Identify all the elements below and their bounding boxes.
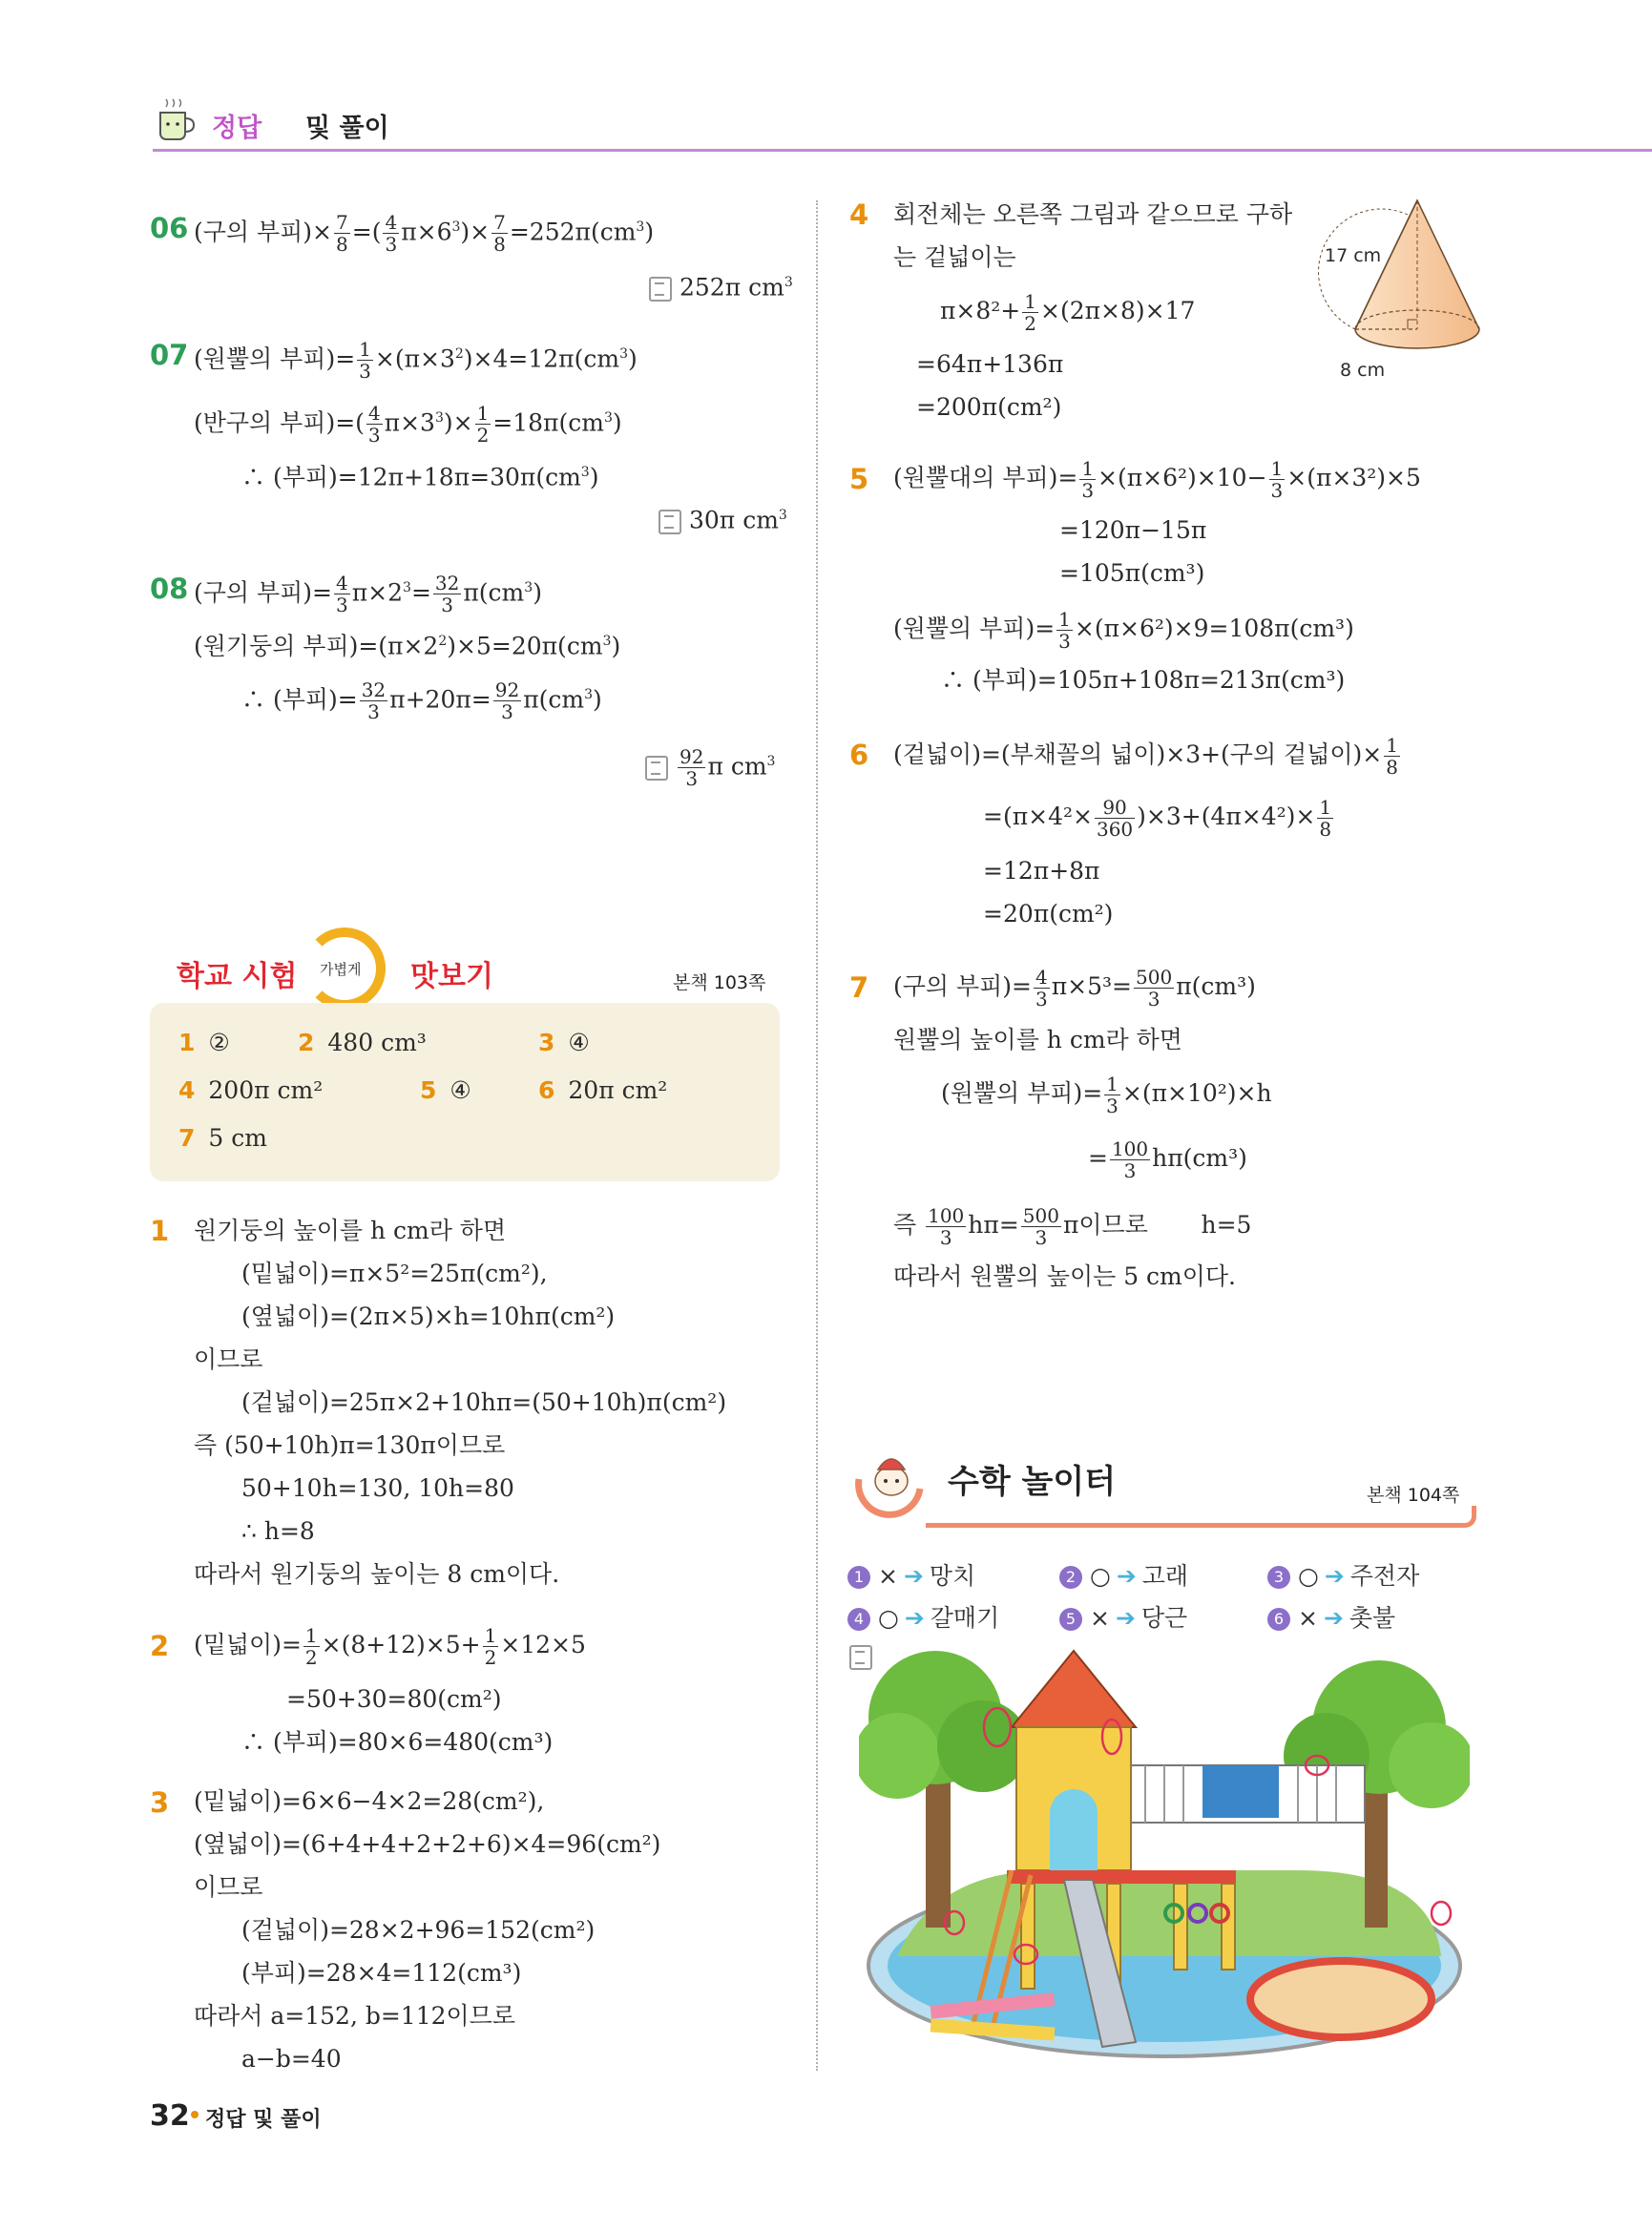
page-number: 32 bbox=[150, 2099, 190, 2133]
s4-text2: 는 겉넓이는 bbox=[893, 243, 1016, 271]
s1-line: (옆넓이)=(2π×5)×h=10hπ(cm²) bbox=[241, 1303, 616, 1330]
s2-line1: (밑넓이)= $\frac{1}{2}$ ×(8+12)×5+ $\frac{1}{2}$ ×12×5 bbox=[194, 1624, 586, 1669]
problem-number-06: 06 bbox=[150, 212, 189, 244]
st-answer-2: 2 480 cm³ bbox=[298, 1029, 427, 1056]
cone-slant-label: 17 cm bbox=[1325, 245, 1382, 266]
s6-line4: =20π(cm²) bbox=[983, 900, 1114, 928]
p07-line1: (원뿔의 부피)= $\frac{1}{3}$ $\times(\pi\times 3^2)\times 4=12\pi(cm^3)$ bbox=[194, 338, 638, 384]
solution-number-3: 3 bbox=[150, 1786, 170, 1819]
cone-radius-label: 8 cm bbox=[1340, 360, 1386, 381]
s4-line2: =64π+136π bbox=[916, 350, 1064, 378]
st-answer-5: 5 ④ bbox=[420, 1076, 471, 1104]
p08-answer: $\frac{92}{3}$ π $cm^3$ bbox=[645, 742, 775, 789]
math-play-underline bbox=[926, 1506, 1476, 1528]
s1-line: 이므로 bbox=[194, 1345, 263, 1373]
arrow-icon: ➔ bbox=[903, 1562, 924, 1590]
s1-line: (겉넓이)=25π×2+10hπ=(50+10h)π(cm²) bbox=[241, 1388, 727, 1416]
arrow-icon: ➔ bbox=[1116, 1562, 1137, 1590]
chef-character-icon bbox=[849, 1441, 931, 1522]
s1-line: 원기둥의 높이를 h cm라 하면 bbox=[194, 1217, 507, 1244]
st-answer-3: 3 ④ bbox=[538, 1029, 590, 1056]
answer-icon bbox=[645, 756, 668, 781]
problem-number-08: 08 bbox=[150, 573, 189, 605]
answer-icon bbox=[649, 277, 672, 302]
s5-line3: =105π(cm³) bbox=[1059, 559, 1205, 587]
solution-number-7: 7 bbox=[849, 971, 869, 1004]
arrow-icon: ➔ bbox=[1323, 1604, 1344, 1632]
footer-title: 정답 및 풀이 bbox=[205, 2108, 322, 2132]
p07-line3: ∴ (부피)$=12\pi+18\pi=30\pi(cm^3)$ bbox=[241, 463, 599, 491]
s1-line: 50+10h=130, 10h=80 bbox=[241, 1474, 514, 1502]
s1-line: 즉 (50+10h)π=130π이므로 bbox=[194, 1431, 506, 1459]
header-title-answer: 정답 bbox=[212, 114, 262, 143]
solution-number-6: 6 bbox=[849, 739, 869, 771]
s3-line: (밑넓이)=6×6−4×2=28(cm²), bbox=[194, 1787, 545, 1815]
st-answer-4: 4 200π cm² bbox=[178, 1076, 324, 1104]
footer-dot bbox=[191, 2111, 199, 2118]
school-test-title: 학교 시험 bbox=[177, 960, 298, 993]
s7-line2: 원뿔의 높이를 h cm라 하면 bbox=[893, 1026, 1182, 1053]
school-test-ref: 본책 103쪽 bbox=[673, 972, 766, 993]
s4-text1: 회전체는 오른쪽 그림과 같으므로 구하 bbox=[893, 200, 1293, 228]
p07-answer: 30π $cm^3$ bbox=[659, 496, 787, 539]
mp-answer-3: 3 ○ ➔ 주전자 bbox=[1267, 1557, 1419, 1592]
solution-number-4: 4 bbox=[849, 198, 869, 231]
school-test-subtitle: 맛보기 bbox=[410, 960, 493, 993]
s7-line4: = $\frac{100}{3}$ hπ(cm³) bbox=[1088, 1137, 1247, 1182]
s3-line: (부피)=28×4=112(cm³) bbox=[241, 1959, 522, 1987]
s3-line: 따라서 a=152, b=112이므로 bbox=[194, 2002, 515, 2030]
answer-icon bbox=[659, 510, 681, 534]
s2-line2: =50+30=80(cm²) bbox=[286, 1685, 502, 1713]
arrow-icon: ➔ bbox=[1115, 1604, 1136, 1632]
playground-illustration bbox=[859, 1641, 1470, 2071]
st-answer-6: 6 20π cm² bbox=[538, 1076, 668, 1104]
s1-line: 따라서 원기둥의 높이는 8 cm이다. bbox=[194, 1560, 560, 1588]
header-title-solution: 및 풀이 bbox=[305, 114, 389, 143]
arrow-icon: ➔ bbox=[1324, 1562, 1345, 1590]
p07-line2: (반구의 부피)=( $\frac{4}{3}$ $\pi\times 3^3)\times$ $\frac{1}{2}$ $=18\pi(cm^3)$ bbox=[194, 402, 622, 448]
math-play-title: 수학 놀이터 bbox=[948, 1463, 1117, 1501]
s5-line1: (원뿔대의 부피)= $\frac{1}{3}$ ×(π×6²)×10− $\frac{1}{3}$ ×(π×3²)×5 bbox=[893, 457, 1421, 502]
p08-line2: (원기둥의 부피)$=(\pi\times 2^2)\times 5=20\pi(cm^3)$ bbox=[194, 632, 621, 660]
s6-line2: =(π×4²× $\frac{90}{360}$ )×3+(4π×4²)× $\frac{1}{8}$ bbox=[983, 796, 1332, 841]
mp-answer-4: 4 ○ ➔ 갈매기 bbox=[847, 1599, 999, 1634]
s7-line3: (원뿔의 부피)= $\frac{1}{3}$ ×(π×10²)×h bbox=[941, 1073, 1272, 1117]
s3-line: (옆넓이)=(6+4+4+2+2+6)×4=96(cm²) bbox=[194, 1830, 661, 1858]
st-answer-7: 7 5 cm bbox=[178, 1124, 267, 1152]
s3-line: (겉넓이)=28×2+96=152(cm²) bbox=[241, 1916, 596, 1944]
s1-line: ∴ h=8 bbox=[241, 1517, 315, 1545]
s5-line4: (원뿔의 부피)= $\frac{1}{3}$ ×(π×6²)×9=108π(cm³) bbox=[893, 608, 1354, 653]
s5-line5: ∴ (부피)=105π+108π=213π(cm³) bbox=[941, 666, 1346, 694]
s7-line5: 즉 $\frac{100}{3}$ hπ= $\frac{500}{3}$ π이므로 h=5 bbox=[893, 1204, 1252, 1249]
mp-answer-5: 5 × ➔ 당근 bbox=[1059, 1599, 1187, 1634]
s6-line3: =12π+8π bbox=[983, 857, 1100, 885]
s2-line3: ∴ (부피)=80×6=480(cm³) bbox=[241, 1728, 554, 1756]
problem-number-07: 07 bbox=[150, 339, 189, 371]
solution-number-1: 1 bbox=[150, 1215, 170, 1247]
arrow-icon: ➔ bbox=[904, 1604, 925, 1632]
s4-line1: π×8²+ $\frac{1}{2}$ ×(2π×8)×17 bbox=[940, 290, 1196, 335]
page-header bbox=[153, 95, 1652, 153]
column-divider bbox=[816, 200, 818, 2071]
header-rule bbox=[153, 149, 1652, 152]
p08-line1: (구의 부피)= $\frac{4}{3}$ $\pi\times 2^3=$ $\frac{32}{3}$ $\pi(cm^3)$ bbox=[194, 572, 542, 617]
solution-number-5: 5 bbox=[849, 463, 869, 495]
s7-line6: 따라서 원뿔의 높이는 5 cm이다. bbox=[893, 1262, 1236, 1290]
s7-line1: (구의 부피)= $\frac{4}{3}$ π×5³= $\frac{500}{3}$ π(cm³) bbox=[893, 966, 1256, 1011]
p08-line3: ∴ (부피)= $\frac{32}{3}$ π+20π= $\frac{92}{3}$ $\pi(cm^3)$ bbox=[241, 678, 602, 724]
s1-line: (밑넓이)=π×5²=25π(cm²), bbox=[241, 1260, 548, 1287]
mp-answer-1: 1 × ➔ 망치 bbox=[847, 1557, 975, 1592]
p06-line1: (구의 부피)× $\frac{7}{8}$ =( $\frac{4}{3}$ $\pi\times 6^3)\times$ $\frac{7}{8}$ $=252\pi(cm^3)$ bbox=[194, 211, 655, 257]
s5-line2: =120π−15π bbox=[1059, 516, 1207, 544]
st-answer-1: 1 ② bbox=[178, 1029, 230, 1056]
school-test-badge: 가볍게 bbox=[320, 961, 362, 978]
solution-number-2: 2 bbox=[150, 1630, 170, 1662]
mp-answer-2: 2 ○ ➔ 고래 bbox=[1059, 1557, 1188, 1592]
p06-answer: 252π $cm^3$ bbox=[649, 263, 793, 306]
s3-line: a−b=40 bbox=[241, 2045, 342, 2073]
s3-line: 이므로 bbox=[194, 1873, 263, 1901]
math-play-ref: 본책 104쪽 bbox=[1367, 1485, 1460, 1506]
s6-line1: (겉넓이)=(부채꼴의 넓이)×3+(구의 겉넓이)× $\frac{1}{8}$ bbox=[893, 734, 1398, 779]
mp-answer-6: 6 × ➔ 촛불 bbox=[1267, 1599, 1395, 1634]
s4-line3: =200π(cm²) bbox=[916, 393, 1062, 421]
cup-icon bbox=[153, 95, 199, 145]
